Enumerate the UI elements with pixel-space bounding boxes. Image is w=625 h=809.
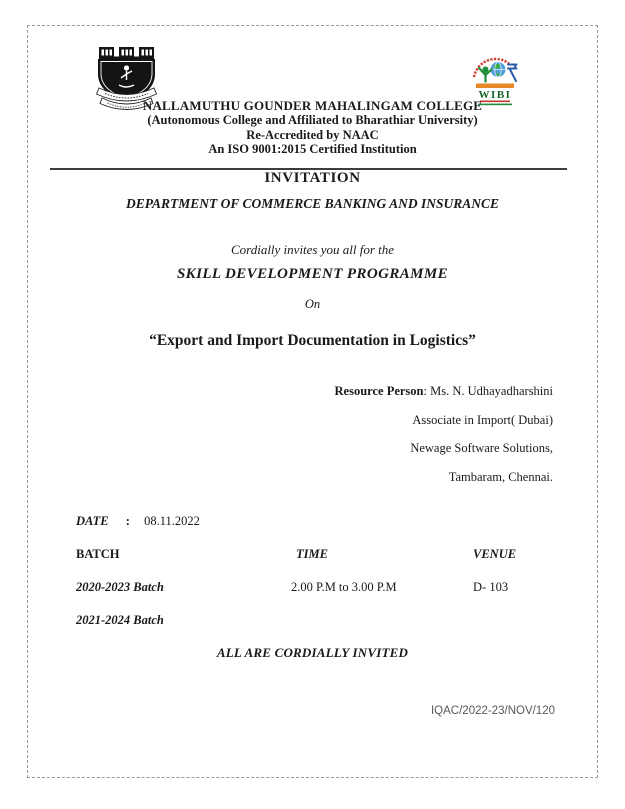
resource-person-designation: Associate in Import( Dubai)	[412, 412, 553, 427]
venue-cell: D- 103	[473, 580, 509, 594]
resource-person-company: Newage Software Solutions,	[410, 441, 553, 455]
resource-person-line	[335, 377, 553, 406]
college-affiliation: (Autonomous College and Affiliated to Bharathiar University)	[147, 113, 478, 127]
reference-number: IQAC/2022-23/NOV/120	[430, 705, 555, 717]
column-header-venue: VENUE	[473, 547, 517, 561]
college-iso-line: An ISO 9001:2015 Certified Institution	[208, 142, 417, 157]
department-name: DEPARTMENT OF COMMERCE BANKING AND INSURANCE	[126, 196, 499, 211]
college-name: NALLAMUTHU GOUNDER MAHALINGAM COLLEGE	[142, 98, 483, 113]
schedule-row	[28, 580, 599, 598]
date-row	[76, 514, 200, 529]
document-page	[27, 25, 598, 778]
college-accreditation: Re-Accredited by NAAC	[246, 127, 379, 142]
on-word: On	[304, 297, 321, 311]
date-value: 08.11.2022	[144, 514, 200, 528]
invite-sentence: Cordially invites you all for the	[230, 242, 395, 257]
resource-person-label: Resource Person	[334, 384, 424, 398]
batch-cell: 2020-2023 Batch	[76, 580, 164, 594]
closing-line: ALL ARE CORDIALLY INVITED	[216, 645, 409, 660]
schedule-row	[28, 613, 599, 631]
resource-person-block	[335, 377, 553, 491]
resource-person-name: : Ms. N. Udhayadharshini	[423, 384, 553, 398]
programme-topic: “Export and Import Documentation in Logistics”	[149, 332, 476, 349]
column-header-time: TIME	[296, 547, 328, 561]
date-colon: :	[125, 514, 130, 528]
invitation-title: INVITATION	[264, 170, 361, 186]
resource-person-location: Tambaram, Chennai.	[448, 469, 553, 484]
college-header	[28, 98, 597, 157]
wibi-wordmark: WIBI	[478, 89, 512, 101]
schedule-header-row	[28, 547, 599, 565]
time-cell: 2.00 P.M to 3.00 P.M	[291, 580, 397, 594]
column-header-batch: BATCH	[76, 547, 120, 561]
date-label: DATE	[76, 514, 109, 528]
programme-title: SKILL DEVELOPMENT PROGRAMME	[176, 266, 449, 282]
batch-cell: 2021-2024 Batch	[76, 613, 164, 627]
